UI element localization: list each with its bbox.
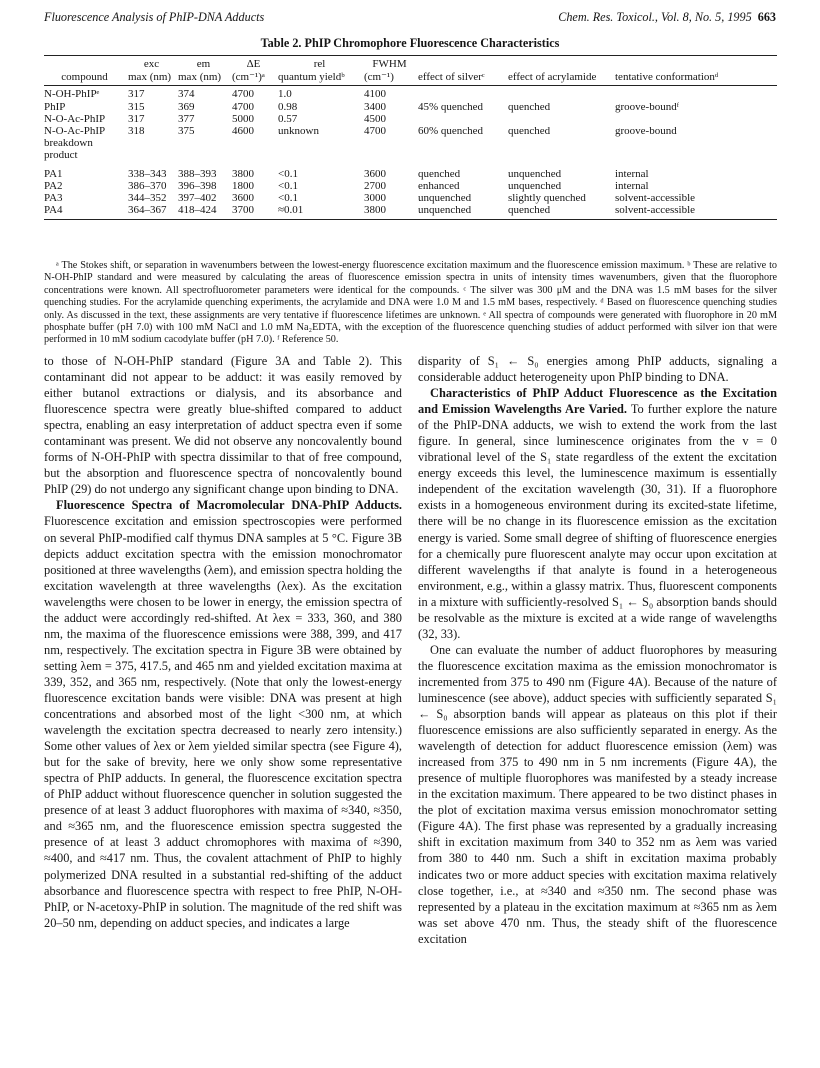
- table-cell: 3800: [232, 167, 254, 180]
- table-cell: [418, 86, 508, 101]
- header-cell: [44, 56, 128, 72]
- table-cell: [615, 113, 777, 125]
- table-cell: 60% quenched: [418, 125, 484, 138]
- header-cell: (cm⁻¹)ᵃ: [232, 71, 278, 86]
- paragraph-text: To further explore the nature of the PhIP-DNA adducts, we wish to extend the work from the last figure. In general, since luminescence originates from the v = 0 vibrational level of the S₁ state regardless of the extent the excitation energy exceeds this level, the luminescence maximum is essentially independent of the excitation wavelength (30, 31). If a fluorophore exists in a homogeneous environment during its excited-state lifetime, there will be no change in its fluorescence emission as the excitation energy is varied. Some small degree of shifting of fluorescence energies for a chemically pure fluorescent analyte may occur upon excitation at different wavelengths if that analyte is found in a heterogeneous environment, e.g., within a glassy matrix. Thus, fluorescent components in a mixture with sufficiently-resolved S₁ ← S₀ absorption bands should be resolvable as the mixture is excited at a wide range of wavelengths (32, 33).: [418, 402, 778, 641]
- table-cell: 4500: [364, 112, 386, 125]
- table-row: [44, 101, 777, 113]
- table-cell: 369: [178, 100, 195, 113]
- header-cell: quantum yieldᵇ: [278, 71, 364, 86]
- table-cell: N-O-Ac-PhIP: [44, 112, 106, 125]
- table-cell: 338–343: [128, 167, 167, 180]
- table-cell: 3700: [232, 204, 278, 220]
- table-cell: 318: [128, 125, 145, 138]
- table-cell: [418, 113, 508, 125]
- table-cell: ≈0.01: [278, 204, 364, 220]
- paragraph: disparity of S₁ ← S₀ energies among PhIP adducts, signaling a considerable adduct heterogeneity upon PhIP binding to DNA.: [418, 354, 777, 385]
- header-cell: tentative conformationᵈ: [615, 71, 777, 86]
- table-cell: [508, 113, 615, 125]
- table-cell: 418–424: [178, 204, 232, 220]
- fluorescence-table: [44, 55, 777, 220]
- header-cell: compound: [44, 71, 128, 86]
- table-row: [44, 162, 777, 180]
- table-cell: 1.0: [278, 88, 292, 101]
- table-cell: groove-bound: [615, 125, 677, 138]
- table-caption: Table 2. PhIP Chromophore Fluorescence Characteristics: [260, 36, 560, 50]
- table-cell: 377: [178, 112, 195, 125]
- table-cell: unquenched: [418, 204, 508, 220]
- table-cell: 4700: [232, 100, 254, 113]
- table-cell: PA4: [44, 204, 128, 220]
- paragraph: One can evaluate the number of adduct fluorophores by measuring the fluorescence excitation maxima as the emission monochromator is incremented from 375 to 490 nm (Figure 4A). Because of the nature of luminescence (see above), adduct species with sufficiently separated S₁ ← S₀ absorption bands will appear as plateaus on this plot if their fluorescence emissions are also sufficiently separated in energy. As the wavelength of detection for adduct fluorescence emission (λem) was increased from 375 to 490 nm in 5 nm increments (Figure 4A), the presence of multiple fluorophores was manifested by a steady increase in the excitation maximum. There appeared to be two distinct phases in the plot of excitation maxima versus emission monochromator setting (Figure 4A). The first phase was represented by a gradually increasing shift in excitation maximum from 340 to 352 nm as λem was varied from 380 to 440 nm. Such a shift in excitation maxima probably indicates two or more adduct species with excitation maxima relatively close together, i.e., at ≈340 and ≈350 nm. The second phase was represented by a plateau in the excitation maximum at ≈365 nm as λem was set above 470 nm. Thus, the steady shift of the fluorescence excitation: [418, 642, 777, 946]
- header-cell: rel: [278, 56, 364, 72]
- table-cell: 4700: [232, 88, 254, 101]
- table-cell: <0.1: [278, 179, 298, 192]
- header-cell: em: [178, 56, 232, 72]
- table-cell: 396–398: [178, 179, 217, 192]
- table-cell: quenched: [508, 204, 615, 220]
- table-cell: 375: [178, 125, 195, 138]
- table-cell: solvent-accessible: [615, 192, 696, 205]
- header-cell: [418, 56, 508, 72]
- header-cell: FWHM: [364, 56, 418, 72]
- table-cell: 4100: [364, 88, 386, 101]
- table-cell: 317: [128, 88, 145, 101]
- table-cell: [508, 86, 615, 101]
- table-cell: 3000: [364, 192, 386, 205]
- table-cell: [615, 86, 777, 101]
- table-cell: solvent-accessible: [615, 204, 777, 220]
- table-cell: 2700: [364, 179, 386, 192]
- table-row: [44, 125, 777, 162]
- table-cell: 386–370: [128, 179, 167, 192]
- table-cell: 0.57: [278, 112, 298, 125]
- table-cell: internal: [615, 167, 649, 180]
- journal-name: Chem. Res. Toxicol., Vol. 8, No. 5, 1995: [558, 10, 752, 24]
- header-cell: exc: [128, 56, 178, 72]
- table-cell: 0.98: [278, 100, 298, 113]
- page-number: 663: [757, 10, 776, 24]
- table-cell: quenched: [508, 100, 551, 113]
- table-cell: 4700: [364, 125, 386, 138]
- table-header-row-2: [44, 71, 777, 86]
- table-cell: <0.1: [278, 192, 298, 205]
- table-cell: 3600: [232, 192, 254, 205]
- table-cell: 3800: [364, 204, 418, 220]
- section-heading: Characteristics of PhIP Adduct Fluorescence as the Excitation and Emission Wavelengths Are Varied.: [418, 386, 777, 417]
- header-cell: max (nm): [178, 71, 232, 86]
- table-row: [44, 86, 777, 101]
- table-row: [44, 204, 777, 220]
- table-row: [44, 113, 777, 125]
- table-header-row-1: [44, 56, 777, 72]
- table-cell: 397–402: [178, 192, 217, 205]
- table-cell: 45% quenched: [418, 100, 484, 113]
- table-cell: PA3: [44, 192, 63, 205]
- table-cell: N-O-Ac-PhIP breakdown product: [44, 125, 105, 162]
- running-title: Fluorescence Analysis of PhIP-DNA Adducts: [44, 10, 265, 24]
- table-cell: 374: [178, 88, 195, 101]
- header-cell: ΔE: [232, 56, 278, 72]
- table-cell: PhIP: [44, 100, 66, 113]
- paragraph: [418, 385, 777, 642]
- table-cell: 3400: [364, 100, 386, 113]
- table-cell: 344–352: [128, 192, 167, 205]
- journal-citation: [558, 10, 776, 25]
- header-cell: max (nm): [128, 71, 178, 86]
- running-header: [44, 10, 776, 28]
- table-footnotes: ᵃ The Stokes shift, or separation in wavenumbers between the lowest-energy fluorescence excitation maximum and the fluorescence emission maximum. ᵇ These are relative to N-OH-PhIP standard and were measured by calculating the areas of fluorescence emission spectra in units of intensity times wavenumbers, given that the fluorophore concentrations were known. All spectrofluorometer parameters were identical for the compounds. ᶜ The silver was 300 μM and the DNA was 1.5 mM bases for the silver quenching studies. For the acrylamide quenching experiments, the acrylamide and DNA were 1.0 M and 1.5 mM bases, respectively. ᵈ Based on fluorescence quenching studies only. As discussed in the text, these assignments are very tentative if fluorescence lifetimes are unknown. ᵉ All spectra of compounds were generated with fluorophore in 20 mM phosphate buffer (pH 7.0) with 100 mM NaCl and 1.0 mM Na₂EDTA, with the exception of the fluorescence quenching studies of adduct performed with silver ion that were performed in 10 mM sodium cacodylate buffer (pH 7.0). ᶠ Reference 50.: [44, 260, 777, 346]
- paragraph-text: Fluorescence excitation and emission spectroscopies were performed on several PhIP-modified calf thymus DNA samples at 5 °C. Figure 3B depicts adduct excitation spectra with the emission monochromator positioned at three wavelengths (λem), and emission spectra holding the excitation wavelength at three wavelengths (λex). As the excitation wavelengths were chosen to be lower in energy, the emission spectra of the adduct were accordingly red-shifted. At λex = 333, 360, and 380 nm, the maxima of the fluorescence emissions were 388, 399, and 417 nm, respectively. The excitation spectra in Figure 3B were obtained by setting λem = 375, 417.5, and 465 nm and yielded excitation maxima at 339, 352, and 365 nm, respectively. (Note that only the lowest-energy fluorescence excitation bands were visible: DNA was present at high concentrations and absorbed most of the light <300 nm, at which wavelength the excitation spectra decreased to nearly zero intensity.) Some other values of λex or λem yielded similar spectra (see Figure 4), but for the sake of brevity, here we only show some representative spectra of PhIP adducts. In general, the fluorescence excitation spectra of PhIP adduct without fluorescence quencher in solution suggested the presence of at least 3 adduct fluorophores with maxima of ≈340, ≈350, and ≈365 nm, and the fluorescence emission spectra suggested the presence of at least 3 adduct chromophores with maxima of ≈390, ≈400, and ≈417 nm. Thus, the covalent attachment of PhIP to highly polymerized DNA resulted in a substantial red-shifting of the adduct absorbance and fluorescence spectra with respect to free PhIP, N-OH-PhIP, or N-acetoxy-PhIP in solution. The magnitude of the red shift was 20–50 nm, depending on adduct species, and indicates a large: [44, 514, 402, 930]
- table-cell: 388–393: [178, 167, 217, 180]
- table-cell: N-OH-PhIPᵉ: [44, 88, 100, 101]
- table-cell: unquenched: [508, 167, 562, 180]
- table-cell: quenched: [418, 167, 461, 180]
- header-cell: effect of silverᶜ: [418, 71, 508, 86]
- table-cell: enhanced: [418, 179, 460, 192]
- header-cell: (cm⁻¹): [364, 71, 418, 86]
- table-cell: 4600: [232, 125, 254, 138]
- left-column: [44, 353, 402, 931]
- table-cell: 1800: [232, 179, 254, 192]
- table-cell: <0.1: [278, 167, 298, 180]
- table-cell: groove-boundᶠ: [615, 100, 680, 113]
- table-cell: 317: [128, 112, 145, 125]
- table-cell: slightly quenched: [508, 192, 586, 205]
- table-cell: 5000: [232, 112, 254, 125]
- table-cell: PA2: [44, 179, 63, 192]
- header-cell: effect of acrylamide: [508, 71, 615, 86]
- table-cell: 315: [128, 100, 145, 113]
- header-cell: [615, 56, 777, 72]
- paragraph: [44, 497, 402, 930]
- table-cell: PA1: [44, 167, 63, 180]
- section-heading: Fluorescence Spectra of Macromolecular DNA-PhIP Adducts.: [56, 498, 402, 513]
- header-cell: [508, 56, 615, 72]
- table-cell: 3600: [364, 167, 386, 180]
- table-cell: 364–367: [128, 204, 178, 220]
- table-cell: unquenched: [508, 179, 562, 192]
- table-cell: internal: [615, 179, 649, 192]
- table-cell: quenched: [508, 125, 551, 138]
- table-row: [44, 192, 777, 204]
- right-column: [418, 353, 777, 947]
- table-cell: unknown: [278, 125, 319, 138]
- paragraph: to those of N-OH-PhIP standard (Figure 3A and Table 2). This contaminant did not appear to be adduct: it was easily removed by either butanol extractions or dialysis, and its absorbance and fluorescence spectra were greatly blue-shifted compared to adduct spectra, enabling an easy interpretation of adduct spectra even if some contaminant was present. We did not observe any noncovalently bound forms of N-OH-PhIP with spectra dissimilar to that of free compound, but the absorption and fluorescence spectra of noncovalently bound PhIP (29) do not undergo any significant change upon binding to DNA.: [44, 354, 402, 497]
- table-row: [44, 180, 777, 192]
- table-cell: unquenched: [418, 192, 472, 205]
